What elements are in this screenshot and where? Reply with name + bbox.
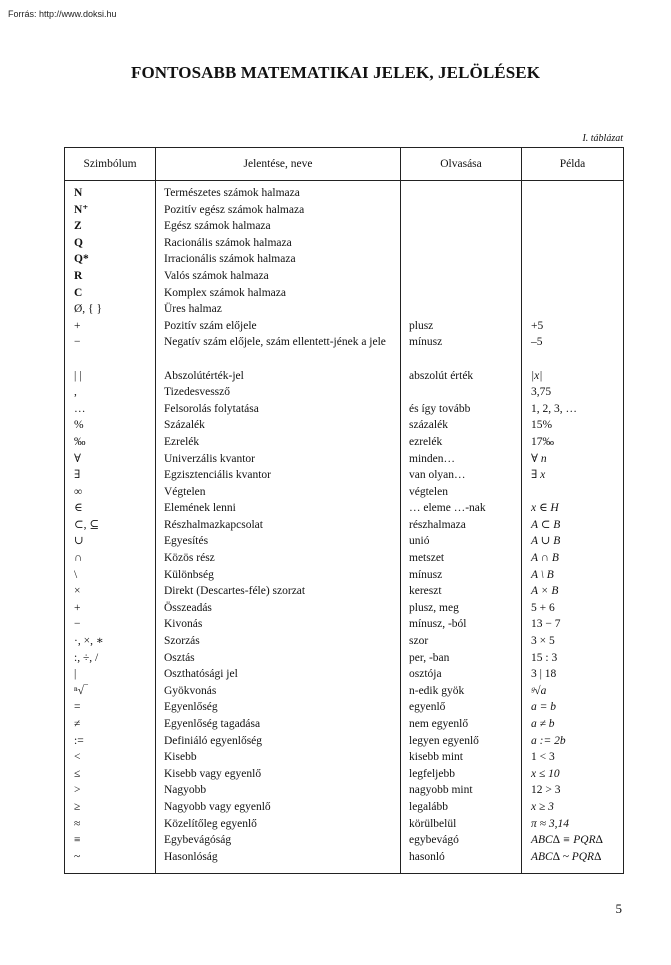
- reading-cell: metszet: [409, 552, 445, 565]
- reading-cell: minden…: [409, 452, 455, 465]
- table-caption: I. táblázat: [582, 133, 623, 144]
- symbol-cell: Q: [74, 236, 83, 249]
- meaning-cell: Gyökvonás: [164, 684, 217, 697]
- meaning-cell: Közös rész: [164, 552, 215, 565]
- example-cell: 3 | 18: [531, 668, 557, 681]
- symbol-cell: ·, ×, ∗: [74, 635, 104, 648]
- example-cell: 17‰: [531, 435, 554, 448]
- meaning-cell: Elemének lenni: [164, 502, 236, 515]
- example-cell: ᵍ√a: [531, 684, 547, 697]
- meaning-cell: Egyenlőség: [164, 701, 218, 714]
- example-cell: –5: [531, 336, 543, 349]
- reading-cell: van olyan…: [409, 469, 466, 482]
- reading-cell: végtelen: [409, 485, 448, 498]
- header-reading: Olvasása: [440, 158, 482, 170]
- table-row: [65, 666, 623, 683]
- page-title: FONTOSABB MATEMATIKAI JELEK, JELÖLÉSEK: [130, 63, 541, 82]
- table-row: [65, 285, 623, 302]
- table-row: [65, 268, 623, 285]
- example-cell: 5 + 6: [531, 601, 555, 614]
- meaning-cell: Összeadás: [164, 601, 212, 614]
- example-cell: x ∈ H: [531, 502, 559, 515]
- reading-cell: mínusz: [409, 568, 443, 581]
- meaning-cell: Egyesítés: [164, 535, 209, 548]
- example-cell: a = b: [531, 701, 557, 714]
- reading-cell: unió: [409, 535, 430, 548]
- reading-cell: kereszt: [409, 585, 442, 598]
- meaning-cell: Kisebb: [164, 751, 197, 764]
- table-row: [65, 832, 623, 849]
- symbol-cell: ,: [74, 386, 77, 399]
- example-cell: ∃ x: [531, 469, 546, 482]
- meaning-cell: Százalék: [164, 419, 205, 432]
- table-row: [65, 533, 623, 550]
- table-row: [65, 683, 623, 700]
- reading-cell: szor: [409, 635, 429, 648]
- meaning-cell: Osztás: [164, 651, 195, 664]
- reading-cell: egybevágó: [409, 834, 459, 847]
- symbol-cell: ‰: [74, 435, 86, 448]
- meaning-cell: Valós számok halmaza: [164, 269, 269, 282]
- table-row: [65, 484, 623, 501]
- symbol-cell: ∃: [74, 469, 81, 482]
- symbol-cell: :=: [74, 734, 84, 747]
- meaning-cell: Szorzás: [164, 635, 200, 648]
- example-cell: a ≠ b: [531, 718, 555, 730]
- symbols-table: [64, 147, 624, 874]
- meaning-cell: Hasonlóság: [164, 850, 218, 863]
- table-row: [65, 251, 623, 268]
- table-row: [65, 467, 623, 484]
- example-cell: 1 < 3: [531, 751, 555, 764]
- example-cell: x ≥ 3: [531, 800, 554, 813]
- reading-cell: mínusz, -ból: [409, 618, 467, 631]
- symbol-cell: >: [74, 784, 81, 797]
- table-row: [65, 451, 623, 468]
- table-row: [65, 799, 623, 816]
- example-cell: ABC∆ ~ PQR∆: [531, 850, 602, 863]
- example-cell: 12 > 3: [531, 784, 561, 797]
- meaning-cell: Direkt (Descartes-féle) szorzat: [164, 585, 306, 598]
- reading-cell: körülbelül: [409, 817, 457, 830]
- header-example: Példa: [559, 158, 586, 170]
- meaning-cell: Komplex számok halmaza: [164, 286, 286, 299]
- meaning-cell: Pozitív egész számok halmaza: [164, 203, 305, 216]
- table-row: [65, 500, 623, 517]
- header-meaning: Jelentése, neve: [243, 158, 313, 170]
- table-row: [65, 550, 623, 567]
- meaning-cell: Nagyobb vagy egyenlő: [164, 800, 271, 813]
- reading-cell: legalább: [409, 800, 448, 813]
- meaning-cell: Definiáló egyenlőség: [164, 734, 263, 747]
- table-row: [65, 235, 623, 252]
- reading-cell: nagyobb mint: [409, 784, 473, 797]
- meaning-cell: Kivonás: [164, 618, 203, 631]
- meaning-cell: Végtelen: [164, 485, 206, 498]
- reading-cell: plusz, meg: [409, 601, 459, 614]
- symbol-cell: %: [74, 419, 84, 432]
- example-cell: ABC∆ ≡ PQR∆: [531, 834, 603, 847]
- example-cell: a := 2b: [531, 734, 566, 747]
- example-cell: A ∪ B: [531, 535, 561, 548]
- example-cell: +5: [531, 319, 544, 332]
- table-row: [65, 384, 623, 401]
- symbol-cell: C: [74, 286, 83, 299]
- meaning-cell: Negatív szám előjele, szám ellentett-jének a jele: [164, 336, 386, 349]
- source-note: Forrás: http://www.doksi.hu: [8, 9, 117, 19]
- table-row: [65, 650, 623, 667]
- meaning-cell: Egzisztenciális kvantor: [164, 469, 271, 482]
- example-cell: 1, 2, 3, …: [531, 402, 577, 415]
- table-row: [65, 749, 623, 766]
- symbol-cell: \: [74, 568, 78, 581]
- symbol-cell: =: [74, 701, 81, 714]
- symbol-cell: Ø, { }: [74, 303, 102, 316]
- symbol-cell: |: [74, 668, 77, 681]
- example-cell: ∀ n: [531, 452, 547, 465]
- symbol-cell: ≠: [74, 718, 81, 730]
- symbol-cell: ≈: [74, 817, 81, 830]
- page-number: 5: [615, 901, 622, 916]
- example-cell: A \ B: [531, 568, 554, 581]
- example-cell: A ⊂ B: [531, 518, 561, 531]
- symbol-cell: +: [74, 601, 81, 614]
- reading-cell: n-edik gyök: [409, 684, 465, 697]
- symbol-cell: ∩: [74, 552, 83, 565]
- table-row: [65, 185, 623, 202]
- symbol-cell: ∀: [74, 452, 81, 465]
- symbol-cell: −: [74, 618, 81, 631]
- meaning-cell: Közelítőleg egyenlő: [164, 817, 257, 830]
- symbol-cell: ∈: [74, 502, 83, 515]
- meaning-cell: Ezrelék: [164, 435, 200, 448]
- symbol-cell: …: [74, 402, 86, 415]
- symbol-cell: ⊂, ⊆: [74, 518, 100, 531]
- table-row: [65, 218, 623, 235]
- meaning-cell: Egész számok halmaza: [164, 220, 271, 233]
- meaning-cell: Egybevágóság: [164, 834, 232, 847]
- table-row: [65, 301, 623, 318]
- example-cell: 13 − 7: [531, 618, 561, 631]
- symbol-cell: :, ÷, /: [74, 651, 99, 664]
- table-row: [65, 417, 623, 434]
- meaning-cell: Irracionális számok halmaza: [164, 253, 296, 266]
- reading-cell: kisebb mint: [409, 751, 463, 764]
- example-cell: π ≈ 3,14: [531, 817, 569, 830]
- symbol-cell: N: [74, 187, 83, 199]
- symbol-cell: Z: [74, 220, 82, 233]
- table-row: [65, 782, 623, 799]
- example-cell: A × B: [531, 585, 559, 598]
- symbol-cell: ≥: [74, 800, 81, 813]
- reading-cell: … eleme …-nak: [409, 502, 486, 515]
- example-cell: |x|: [531, 369, 543, 382]
- symbol-cell: ⁿ√‾: [74, 684, 88, 697]
- table-row: [65, 849, 623, 866]
- meaning-cell: Természetes számok halmaza: [164, 187, 300, 199]
- reading-cell: és így tovább: [409, 402, 471, 415]
- meaning-cell: Részhalmazkapcsolat: [164, 518, 263, 531]
- reading-cell: ezrelék: [409, 435, 443, 448]
- symbol-cell: <: [74, 751, 81, 764]
- table-row: [65, 334, 623, 367]
- table-row: [65, 600, 623, 617]
- example-cell: x ≤ 10: [531, 767, 560, 780]
- table-row: [65, 616, 623, 633]
- meaning-cell: Különbség: [164, 568, 214, 581]
- table-row: [65, 202, 623, 219]
- table-row: [65, 434, 623, 451]
- table-row: [65, 368, 623, 385]
- example-cell: 15%: [531, 419, 553, 432]
- table-row: [65, 633, 623, 650]
- table-row: [65, 816, 623, 833]
- header-divider: [65, 180, 623, 181]
- symbol-cell: ~: [74, 850, 81, 863]
- reading-cell: részhalmaza: [409, 518, 466, 531]
- symbol-cell: ∪: [74, 535, 84, 548]
- symbol-cell: ≤: [74, 767, 81, 780]
- example-cell: 3,75: [531, 386, 552, 399]
- symbol-cell: ∞: [74, 485, 83, 498]
- table-row: [65, 401, 623, 418]
- table-row: [65, 517, 623, 534]
- symbol-cell: Q*: [74, 253, 89, 266]
- table-row: [65, 567, 623, 584]
- reading-cell: per, -ban: [409, 651, 450, 664]
- example-cell: 15 : 3: [531, 651, 558, 664]
- symbol-cell: N⁺: [74, 203, 89, 216]
- symbol-cell: −: [74, 336, 81, 349]
- symbol-cell: ×: [74, 585, 81, 598]
- meaning-cell: Racionális számok halmaza: [164, 236, 292, 249]
- table-row: [65, 766, 623, 783]
- table-row: [65, 583, 623, 600]
- table-row: [65, 318, 623, 335]
- meaning-cell: Oszthatósági jel: [164, 668, 238, 681]
- reading-cell: százalék: [409, 419, 448, 432]
- reading-cell: nem egyenlő: [409, 718, 469, 730]
- meaning-cell: Kisebb vagy egyenlő: [164, 767, 262, 780]
- example-cell: 3 × 5: [531, 635, 555, 648]
- reading-cell: egyenlő: [409, 701, 446, 714]
- table-row: [65, 733, 623, 750]
- reading-cell: mínusz: [409, 336, 443, 349]
- header-symbol: Szimbólum: [83, 158, 137, 170]
- symbol-cell: ≡: [74, 834, 81, 847]
- meaning-cell: Üres halmaz: [164, 303, 222, 316]
- meaning-cell: Univerzális kvantor: [164, 452, 256, 465]
- meaning-cell: Nagyobb: [164, 784, 207, 797]
- reading-cell: legfeljebb: [409, 767, 455, 780]
- meaning-cell: Tizedesvessző: [164, 386, 231, 399]
- meaning-cell: Pozitív szám előjele: [164, 319, 257, 332]
- reading-cell: legyen egyenlő: [409, 734, 479, 747]
- reading-cell: plusz: [409, 319, 434, 332]
- example-cell: A ∩ B: [531, 552, 559, 565]
- reading-cell: osztója: [409, 668, 442, 681]
- symbol-cell: | |: [74, 369, 82, 382]
- reading-cell: abszolút érték: [409, 369, 474, 382]
- reading-cell: hasonló: [409, 850, 445, 863]
- symbol-cell: +: [74, 319, 81, 332]
- table-row: [65, 716, 623, 733]
- meaning-cell: Egyenlőség tagadása: [164, 718, 261, 730]
- table-body: [65, 185, 623, 865]
- table-row: [65, 699, 623, 716]
- meaning-cell: Felsorolás folytatása: [164, 402, 259, 415]
- symbol-cell: R: [74, 269, 83, 282]
- meaning-cell: Abszolútérték-jel: [164, 369, 244, 382]
